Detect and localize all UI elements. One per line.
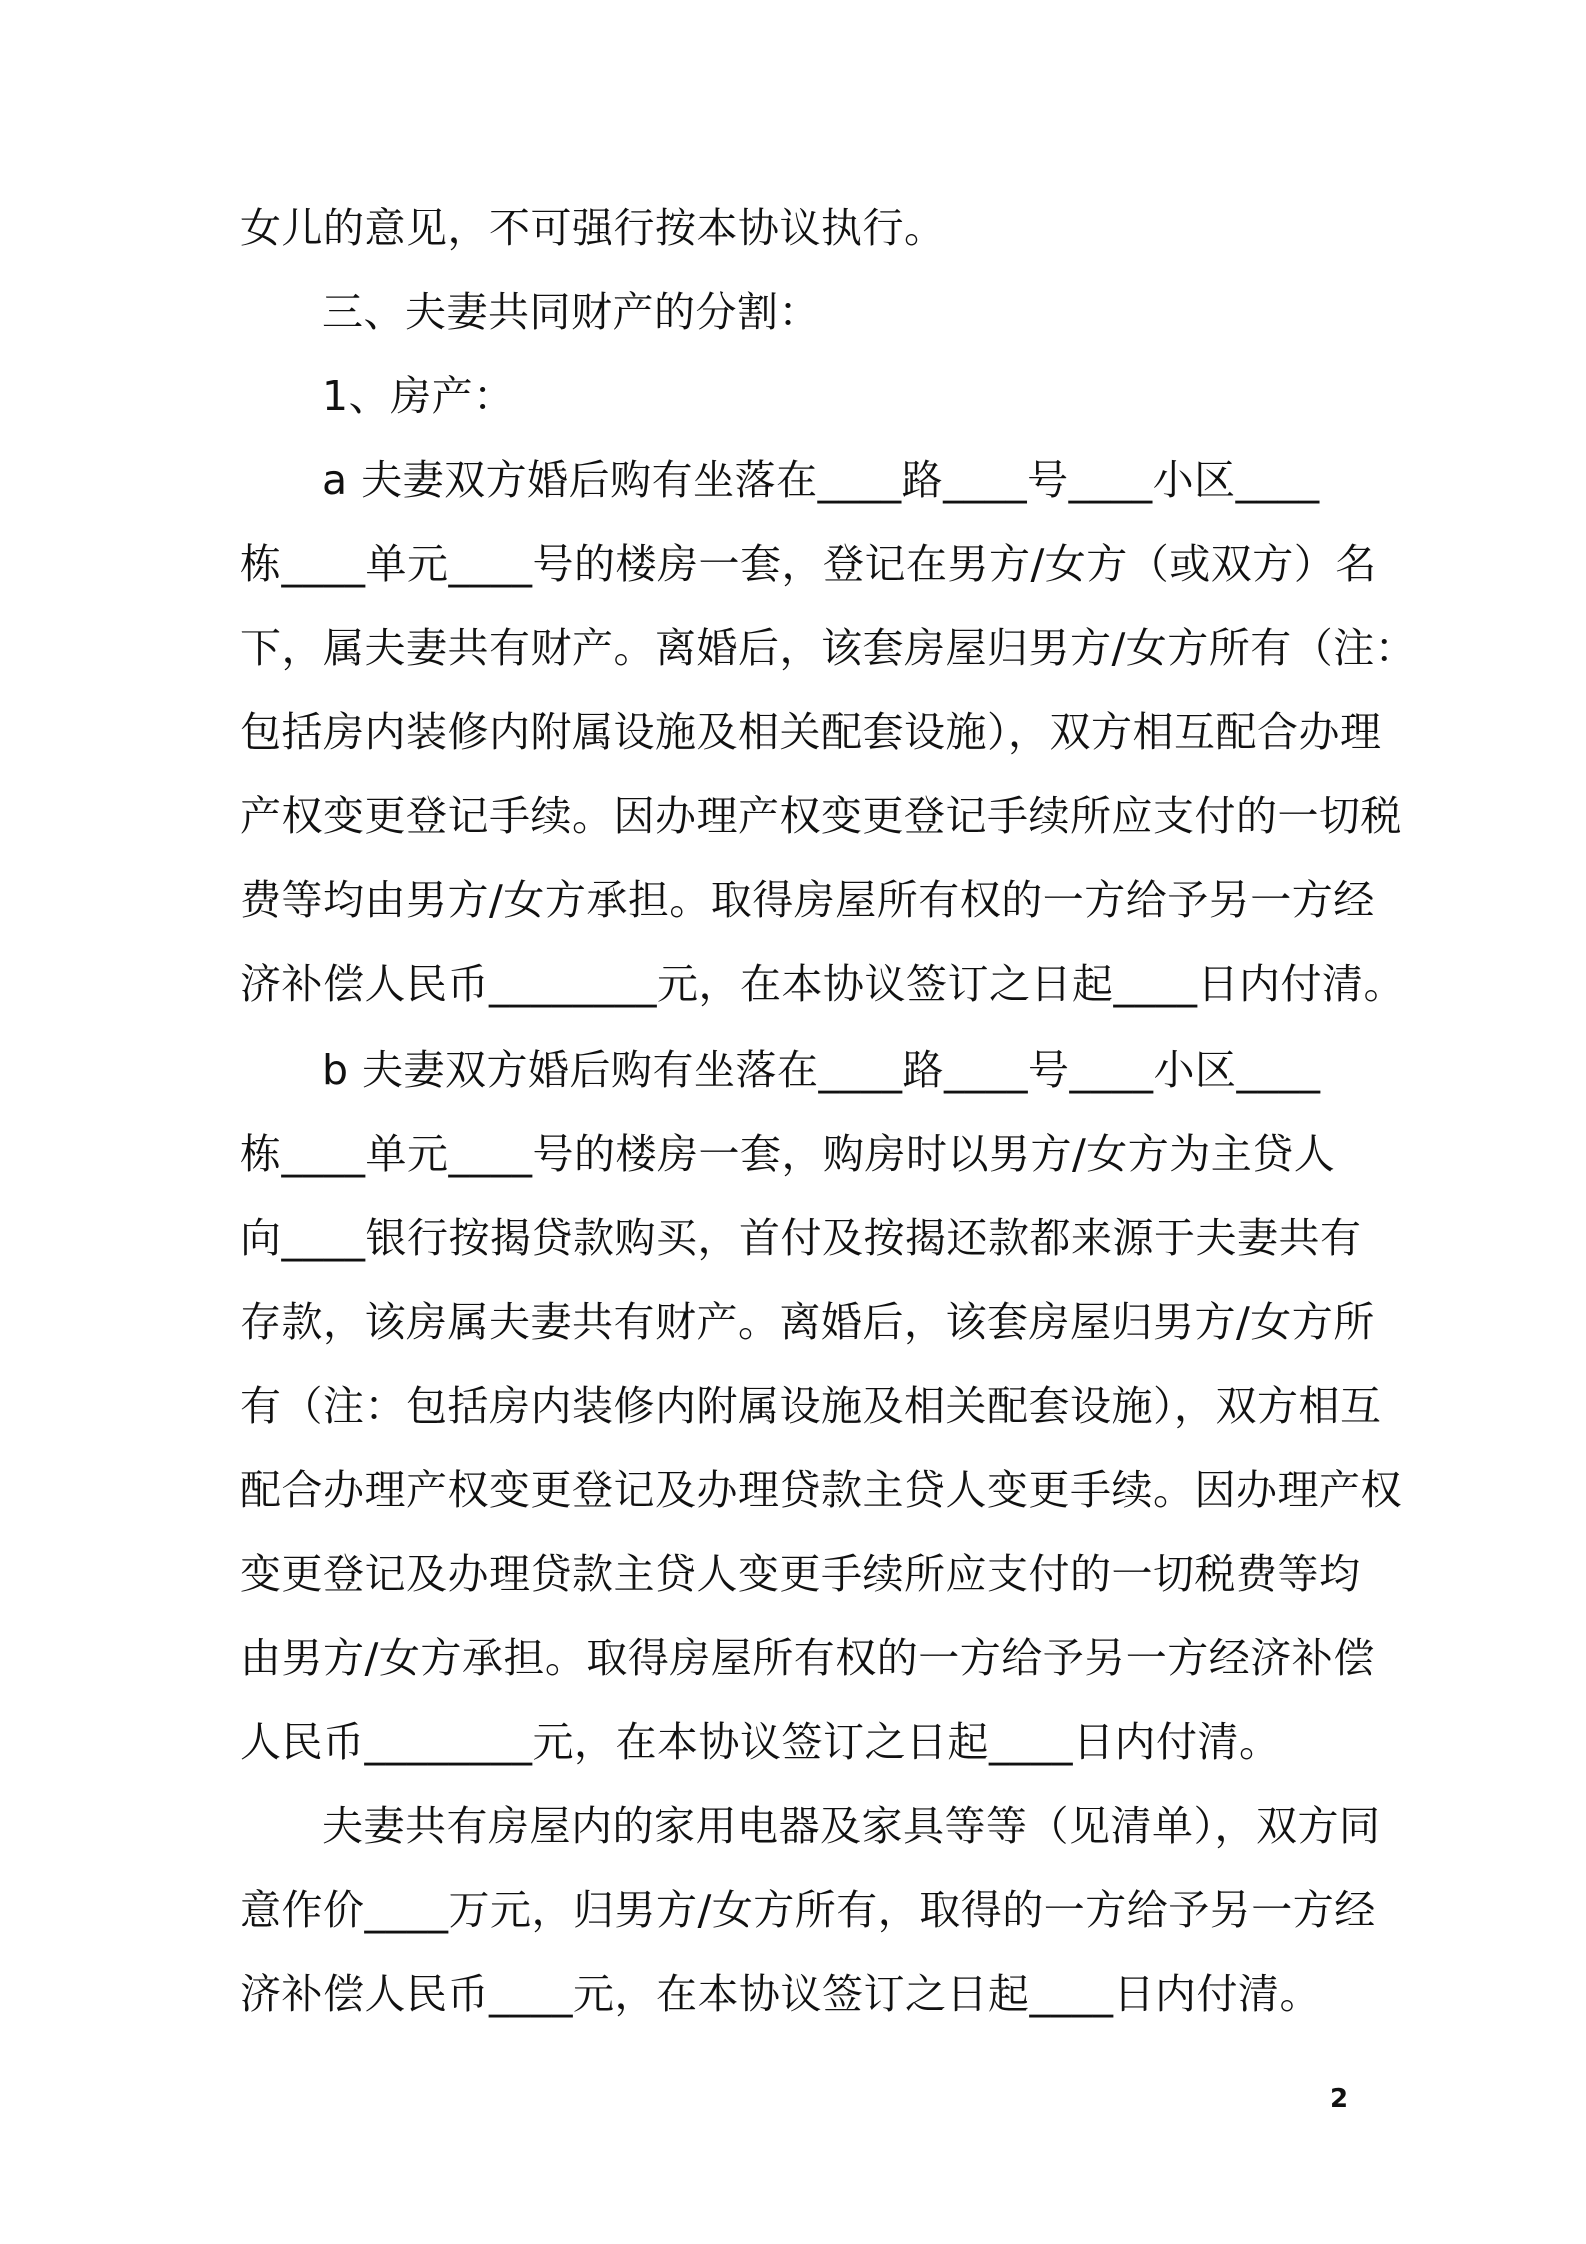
- text-line: b 夫妻双方婚后购有坐落在____路____号____小区____: [322, 1046, 1321, 1094]
- text-line: 人民币________元，在本协议签订之日起____日内付清。: [240, 1718, 1281, 1766]
- text-line: 有（注：包括房内装修内附属设施及相关配套设施），双方相互: [240, 1382, 1382, 1430]
- text-line: 费等均由男方/女方承担。取得房屋所有权的一方给予另一方经: [240, 876, 1375, 924]
- text-line: 存款，该房属夫妻共有财产。离婚后，该套房屋归男方/女方所: [240, 1298, 1375, 1346]
- text-line: a 夫妻双方婚后购有坐落在____路____号____小区____: [322, 456, 1320, 504]
- text-line: 栋____单元____号的楼房一套，登记在男方/女方（或双方）名: [240, 540, 1377, 588]
- text-line: 女儿的意见，不可强行按本协议执行。: [240, 204, 946, 252]
- text-line: 配合办理产权变更登记及办理贷款主贷人变更手续。因办理产权: [240, 1466, 1402, 1514]
- page-number: 2: [1330, 2084, 1349, 2114]
- text-line: 变更登记及办理贷款主贷人变更手续所应支付的一切税费等均: [240, 1550, 1361, 1598]
- text-line: 夫妻共有房屋内的家用电器及家具等等（见清单），双方同: [322, 1802, 1381, 1850]
- subsection-heading: 1、房产：: [322, 372, 515, 420]
- text-line: 济补偿人民币____元，在本协议签订之日起____日内付清。: [240, 1970, 1321, 2018]
- text-line: 向____银行按揭贷款购买，首付及按揭还款都来源于夫妻共有: [240, 1214, 1362, 1262]
- text-line: 济补偿人民币________元，在本协议签订之日起____日内付清。: [240, 960, 1405, 1008]
- text-line: 包括房内装修内附属设施及相关配套设施），双方相互配合办理: [240, 708, 1382, 756]
- section-heading: 三、夫妻共同财产的分割：: [322, 288, 820, 336]
- text-line: 由男方/女方承担。取得房屋所有权的一方给予另一方经济补偿: [240, 1634, 1375, 1682]
- text-line: 产权变更登记手续。因办理产权变更登记手续所应支付的一切税: [240, 792, 1402, 840]
- text-line: 意作价____万元，归男方/女方所有，取得的一方给予另一方经: [240, 1886, 1376, 1934]
- text-line: 下，属夫妻共有财产。离婚后，该套房屋归男方/女方所有（注：: [240, 624, 1417, 672]
- text-line: 栋____单元____号的楼房一套，购房时以男方/女方为主贷人: [240, 1130, 1336, 1178]
